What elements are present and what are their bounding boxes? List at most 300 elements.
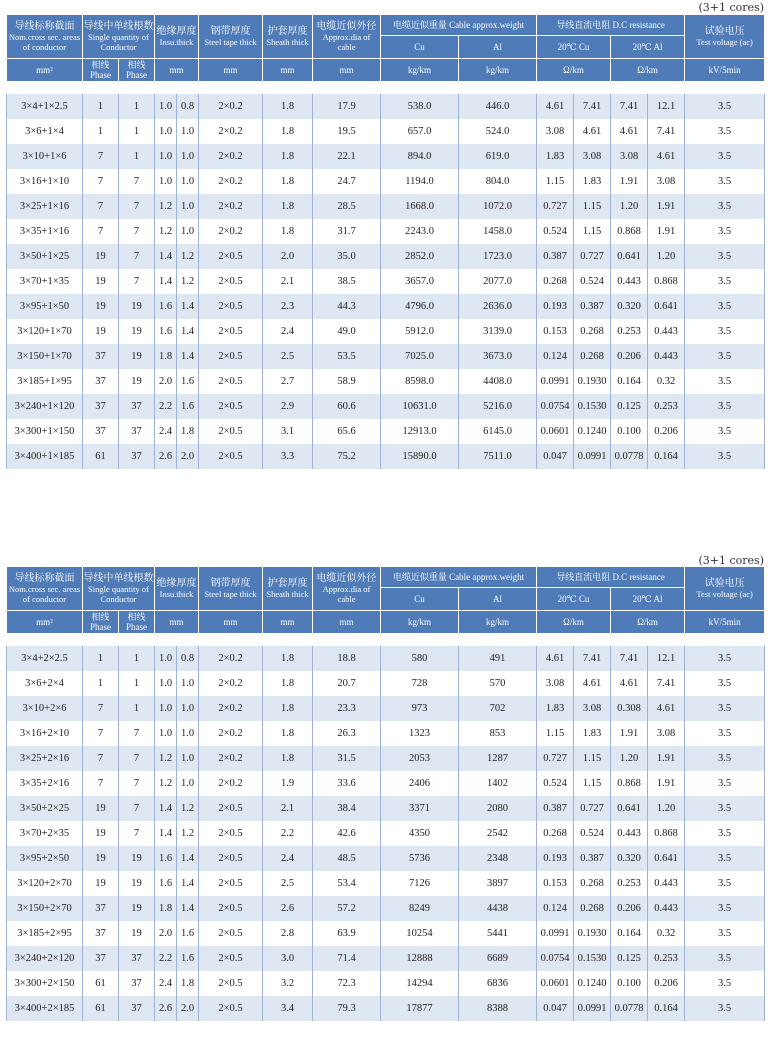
table-cell: 0.641 <box>611 796 648 821</box>
unit-phase: 相线 Phase <box>119 611 155 634</box>
table-cell: 0.868 <box>611 219 648 244</box>
table-cell: 7511.0 <box>459 444 537 469</box>
unit-kv-5min: kV/5min <box>685 59 765 82</box>
table-cell: 0.253 <box>648 946 685 971</box>
table-row <box>7 244 765 269</box>
table-cell: 42.6 <box>313 821 381 846</box>
table-cell: 37 <box>119 394 155 419</box>
table-cell: 7 <box>83 144 119 169</box>
header-en: Approx.dia of cable <box>322 31 371 52</box>
table-cell: 4.61 <box>648 144 685 169</box>
table-cell: 0.124 <box>537 896 574 921</box>
table-cell: 1.9 <box>263 771 313 796</box>
table-cell: 3×95+1×50 <box>7 294 83 319</box>
table-cell: 3.3 <box>263 444 313 469</box>
table-cell: 3.5 <box>685 119 765 144</box>
header-zh: 绝缘厚度 <box>156 25 197 37</box>
table-cell: 7 <box>83 771 119 796</box>
table-cell: 0.0601 <box>537 971 574 996</box>
header-en: Single quantity of Conductor <box>88 583 149 604</box>
table-cell: 2×0.5 <box>199 244 263 269</box>
header-insulation-thick <box>155 15 199 59</box>
table-cell: 3.5 <box>685 696 765 721</box>
header-zh: 电缆近似外径 <box>316 572 377 584</box>
unit-ohm-km: Ω/km <box>537 611 611 634</box>
table-cell: 19 <box>83 319 119 344</box>
table-cell: 12.1 <box>648 646 685 671</box>
table-cell: 7 <box>83 219 119 244</box>
table-cell: 35.0 <box>313 244 381 269</box>
table-cell: 0.320 <box>611 846 648 871</box>
header-nom-cross-section <box>7 15 83 59</box>
table-cell: 1.4 <box>177 846 199 871</box>
table-cell: 1.0 <box>177 771 199 796</box>
table-cell: 3.5 <box>685 94 765 119</box>
header-dc-resistance: 导线直流电阻 D.C resistance <box>537 567 685 588</box>
table-row <box>7 144 765 169</box>
table-cell: 2.6 <box>155 444 177 469</box>
table-row <box>7 169 765 194</box>
table-cell: 4438 <box>459 896 537 921</box>
table-cell: 2.0 <box>263 244 313 269</box>
table-cell: 1 <box>83 646 119 671</box>
table-cell: 0.125 <box>611 946 648 971</box>
table-cell: 0.206 <box>611 344 648 369</box>
unit-mm: mm <box>155 59 199 82</box>
table-cell: 2.0 <box>177 444 199 469</box>
table-cell: 619.0 <box>459 144 537 169</box>
table-cell: 1.0 <box>177 144 199 169</box>
table-cell: 3.5 <box>685 971 765 996</box>
table-cell: 1.91 <box>648 219 685 244</box>
unit-ohm-km: Ω/km <box>611 611 685 634</box>
table-cell: 1.15 <box>574 194 611 219</box>
table-cell: 7 <box>83 194 119 219</box>
table-cell: 3.5 <box>685 169 765 194</box>
header-sheath-thick <box>263 15 313 59</box>
table-cell: 3×4+2×2.5 <box>7 646 83 671</box>
table-cell: 3×70+1×35 <box>7 269 83 294</box>
unit-mm2: mm² <box>7 59 83 82</box>
table-cell: 1.4 <box>155 269 177 294</box>
table-cell: 2×0.2 <box>199 169 263 194</box>
table-cell: 728 <box>381 671 459 696</box>
table-cell: 0.868 <box>611 771 648 796</box>
table-cell: 3897 <box>459 871 537 896</box>
header-en: Sheath thick <box>266 588 309 599</box>
table-cell: 973 <box>381 696 459 721</box>
table-cell: 1.4 <box>155 244 177 269</box>
table-cell: 0.0778 <box>611 996 648 1021</box>
table-cell: 1.6 <box>155 294 177 319</box>
table-cell: 3.0 <box>263 946 313 971</box>
header-en: Nom.cross sec. areas of conductor <box>8 583 81 604</box>
unit-mm: mm <box>199 611 263 634</box>
header-en: Sheath thick <box>266 36 309 47</box>
unit-kg-km: kg/km <box>381 611 459 634</box>
table-cell: 5912.0 <box>381 319 459 344</box>
table-cell: 3.5 <box>685 771 765 796</box>
table-cell: 19 <box>119 294 155 319</box>
table-cell: 1.8 <box>263 721 313 746</box>
table-cell: 2×0.2 <box>199 219 263 244</box>
table-cell: 7 <box>119 194 155 219</box>
table-cell: 1.6 <box>177 946 199 971</box>
table-cell: 2×0.5 <box>199 269 263 294</box>
table-cell: 19 <box>119 846 155 871</box>
table-cell: 3×25+2×16 <box>7 746 83 771</box>
table-cell: 1 <box>119 696 155 721</box>
table-cell: 2.0 <box>155 369 177 394</box>
table-cell: 1.6 <box>155 319 177 344</box>
table-cell: 1.0 <box>155 144 177 169</box>
table-cell: 3.5 <box>685 269 765 294</box>
table-cell: 1668.0 <box>381 194 459 219</box>
header-cu: Cu <box>381 36 459 59</box>
table-cell: 3.5 <box>685 946 765 971</box>
table-cell: 7 <box>119 796 155 821</box>
table-cell: 1.91 <box>648 771 685 796</box>
table-cell: 3.5 <box>685 369 765 394</box>
table-cell: 6689 <box>459 946 537 971</box>
table-cell: 57.2 <box>313 896 381 921</box>
table-cell: 0.524 <box>574 269 611 294</box>
table-cell: 7 <box>119 746 155 771</box>
table-cell: 1.6 <box>177 921 199 946</box>
table-cell: 3×70+2×35 <box>7 821 83 846</box>
table-cell: 3×6+1×4 <box>7 119 83 144</box>
table-cell: 2×0.5 <box>199 921 263 946</box>
table-cell: 3×185+1×95 <box>7 369 83 394</box>
table-cell: 2×0.5 <box>199 344 263 369</box>
table-row <box>7 921 765 946</box>
table-cell: 2.3 <box>263 294 313 319</box>
table-cell: 19 <box>119 369 155 394</box>
table-cell: 1.8 <box>263 671 313 696</box>
table-cell: 3.5 <box>685 244 765 269</box>
table-cell: 1.91 <box>648 746 685 771</box>
table-cell: 4.61 <box>574 119 611 144</box>
table-cell: 1.2 <box>177 269 199 294</box>
table-cell: 1723.0 <box>459 244 537 269</box>
table-cell: 446.0 <box>459 94 537 119</box>
table-cell: 28.5 <box>313 194 381 219</box>
table-cell: 1.6 <box>155 871 177 896</box>
table-cell: 0.206 <box>648 971 685 996</box>
table-cell: 0.524 <box>574 821 611 846</box>
table-cell: 0.443 <box>648 871 685 896</box>
table-cell: 0.524 <box>537 771 574 796</box>
table-cell: 0.1930 <box>574 921 611 946</box>
table-cell: 8598.0 <box>381 369 459 394</box>
table-cell: 2×0.5 <box>199 419 263 444</box>
table-cell: 1 <box>119 94 155 119</box>
table-cell: 3×300+1×150 <box>7 419 83 444</box>
table-cell: 3673.0 <box>459 344 537 369</box>
table-cell: 7.41 <box>574 646 611 671</box>
table-cell: 48.5 <box>313 846 381 871</box>
table-cell: 12888 <box>381 946 459 971</box>
table-cell: 63.9 <box>313 921 381 946</box>
table-row <box>7 971 765 996</box>
header-zh: 钢带厚度 <box>210 577 251 589</box>
table-cell: 75.2 <box>313 444 381 469</box>
table-cell: 1.15 <box>574 771 611 796</box>
table-cell: 0.0991 <box>537 921 574 946</box>
table-cell: 2×0.5 <box>199 796 263 821</box>
table-cell: 8388 <box>459 996 537 1021</box>
table-cell: 1.8 <box>263 696 313 721</box>
table-cell: 0.268 <box>537 269 574 294</box>
table-cell: 0.253 <box>648 394 685 419</box>
table-cell: 2.0 <box>177 996 199 1021</box>
table-cell: 19 <box>83 796 119 821</box>
table-cell: 2.1 <box>263 796 313 821</box>
table-cell: 2.7 <box>263 369 313 394</box>
table-cell: 3.5 <box>685 219 765 244</box>
table-cell: 44.3 <box>313 294 381 319</box>
table-cell: 2.5 <box>263 344 313 369</box>
table-cell: 7 <box>119 721 155 746</box>
table-cell: 580 <box>381 646 459 671</box>
header-zh: 钢带厚度 <box>210 25 251 37</box>
table-cell: 1.4 <box>155 796 177 821</box>
table-cell: 1 <box>83 671 119 696</box>
table-cell: 12.1 <box>648 94 685 119</box>
table-row <box>7 394 765 419</box>
table-cell: 8249 <box>381 896 459 921</box>
table-cell: 2×0.2 <box>199 646 263 671</box>
unit-kg-km: kg/km <box>381 59 459 82</box>
table-cell: 0.1930 <box>574 369 611 394</box>
table-cell: 79.3 <box>313 996 381 1021</box>
table-cell: 1323 <box>381 721 459 746</box>
table-cell: 4408.0 <box>459 369 537 394</box>
table-cell: 0.268 <box>574 344 611 369</box>
table-cell: 33.6 <box>313 771 381 796</box>
table-cell: 1.8 <box>263 194 313 219</box>
table-cell: 7 <box>119 219 155 244</box>
table-cell: 0.193 <box>537 846 574 871</box>
table-cell: 0.253 <box>611 319 648 344</box>
table-cell: 1.2 <box>177 796 199 821</box>
table-cell: 0.727 <box>537 194 574 219</box>
table-cell: 3×185+2×95 <box>7 921 83 946</box>
table-cell: 1.8 <box>263 219 313 244</box>
table-cell: 2×0.2 <box>199 194 263 219</box>
table-cell: 19 <box>119 921 155 946</box>
table-cell: 5216.0 <box>459 394 537 419</box>
table-cell: 1.8 <box>263 169 313 194</box>
unit-mm: mm <box>263 59 313 82</box>
header-single-quantity <box>83 567 155 611</box>
table-cell: 2542 <box>459 821 537 846</box>
table-cell: 7 <box>119 269 155 294</box>
header-insulation-thick <box>155 567 199 611</box>
table-cell: 2.4 <box>263 319 313 344</box>
table-cell: 19 <box>119 319 155 344</box>
table-cell: 4.61 <box>648 696 685 721</box>
table-cell: 2080 <box>459 796 537 821</box>
table-cell: 7 <box>83 721 119 746</box>
table-cell: 1.0 <box>155 169 177 194</box>
table-cell: 49.0 <box>313 319 381 344</box>
table-row <box>7 771 765 796</box>
header-en: Steel tape thick <box>204 36 257 47</box>
table-cell: 0.387 <box>537 796 574 821</box>
table-cell: 2×0.5 <box>199 319 263 344</box>
table-cell: 1.0 <box>155 721 177 746</box>
table-cell: 1.4 <box>177 344 199 369</box>
table-cell: 1194.0 <box>381 169 459 194</box>
table-cell: 3.08 <box>648 721 685 746</box>
header-zh: 电缆近似外径 <box>316 20 377 32</box>
table-row <box>7 219 765 244</box>
header-zh: 试验电压 <box>704 25 745 37</box>
table-row <box>7 119 765 144</box>
table-cell: 23.3 <box>313 696 381 721</box>
table-cell: 1.91 <box>648 194 685 219</box>
table-cell: 7025.0 <box>381 344 459 369</box>
table-row <box>7 871 765 896</box>
table-cell: 7.41 <box>648 671 685 696</box>
table-cell: 2×0.5 <box>199 871 263 896</box>
table-cell: 14294 <box>381 971 459 996</box>
table-cell: 1.8 <box>263 94 313 119</box>
unit-mm: mm <box>155 611 199 634</box>
table-row <box>7 946 765 971</box>
table-cell: 15890.0 <box>381 444 459 469</box>
table-cell: 2.2 <box>155 394 177 419</box>
table-row <box>7 194 765 219</box>
table-cell: 0.253 <box>611 871 648 896</box>
table-cell: 3×4+1×2.5 <box>7 94 83 119</box>
header-dc-resistance: 导线直流电阻 D.C resistance <box>537 15 685 36</box>
table-cell: 0.727 <box>537 746 574 771</box>
header-al: Al <box>459 588 537 611</box>
table-cell: 0.1530 <box>574 946 611 971</box>
table-row <box>7 796 765 821</box>
table-cell: 0.868 <box>648 269 685 294</box>
table-cell: 19.5 <box>313 119 381 144</box>
table-cell: 0.206 <box>648 419 685 444</box>
table-cell: 2×0.5 <box>199 946 263 971</box>
table-cell: 19 <box>119 344 155 369</box>
header-test-voltage <box>685 15 765 59</box>
table-cell: 18.8 <box>313 646 381 671</box>
table-cell: 3×10+2×6 <box>7 696 83 721</box>
table-cell: 1.2 <box>155 219 177 244</box>
table-cell: 7 <box>83 696 119 721</box>
table-cell: 4.61 <box>611 671 648 696</box>
table-cell: 3139.0 <box>459 319 537 344</box>
table-cell: 37 <box>119 996 155 1021</box>
table-row <box>7 94 765 119</box>
table-cell: 3.5 <box>685 746 765 771</box>
header-cu: Cu <box>381 588 459 611</box>
table-cell: 3657.0 <box>381 269 459 294</box>
header-sheath-thick <box>263 567 313 611</box>
table-cell: 1.4 <box>155 821 177 846</box>
table-cell: 1.83 <box>537 144 574 169</box>
header-approx-weight: 电缆近似重量 Cable approx.weight <box>381 15 537 36</box>
table-cell: 3.5 <box>685 294 765 319</box>
table-cell: 3×25+1×16 <box>7 194 83 219</box>
table-cell: 1.20 <box>611 746 648 771</box>
header-zh: 导线标称截面 <box>14 572 75 584</box>
table-cell: 0.727 <box>574 244 611 269</box>
table-cell: 1.6 <box>177 369 199 394</box>
table-cell: 1.0 <box>177 746 199 771</box>
header-zh: 护套厚度 <box>267 25 308 37</box>
table-cell: 3.5 <box>685 444 765 469</box>
table-cell: 7.41 <box>611 646 648 671</box>
table-cell: 0.164 <box>648 444 685 469</box>
table-cell: 0.320 <box>611 294 648 319</box>
table-cell: 12913.0 <box>381 419 459 444</box>
table-row <box>7 821 765 846</box>
table-cell: 19 <box>83 871 119 896</box>
table-cell: 3×240+2×120 <box>7 946 83 971</box>
table-cell: 1.15 <box>574 746 611 771</box>
table-cell: 702 <box>459 696 537 721</box>
table-cell: 1.4 <box>177 294 199 319</box>
table-cell: 2.5 <box>263 871 313 896</box>
table-cell: 1.15 <box>537 169 574 194</box>
header-test-voltage <box>685 567 765 611</box>
table-cell: 3.08 <box>574 144 611 169</box>
table-cell: 0.1240 <box>574 419 611 444</box>
table-cell: 3.08 <box>537 671 574 696</box>
table-cell: 0.0991 <box>574 444 611 469</box>
table-cell: 0.0991 <box>537 369 574 394</box>
table-cell: 3.5 <box>685 144 765 169</box>
table-cell: 7.41 <box>611 94 648 119</box>
table-row <box>7 294 765 319</box>
table-cell: 3.5 <box>685 194 765 219</box>
table-cell: 37 <box>83 419 119 444</box>
table-cell: 1.0 <box>177 169 199 194</box>
unit-kv-5min: kV/5min <box>685 611 765 634</box>
table-cell: 2.2 <box>155 946 177 971</box>
table-cell: 853 <box>459 721 537 746</box>
table-cell: 2636.0 <box>459 294 537 319</box>
table-cell: 1.0 <box>177 721 199 746</box>
table-cell: 0.32 <box>648 369 685 394</box>
table-cell: 1.15 <box>537 721 574 746</box>
table-cell: 2.2 <box>263 821 313 846</box>
table-cell: 7 <box>83 169 119 194</box>
header-single-quantity <box>83 15 155 59</box>
table-cell: 1 <box>119 671 155 696</box>
unit-mm2: mm² <box>7 611 83 634</box>
table-cell: 0.0991 <box>574 996 611 1021</box>
table-cell: 1402 <box>459 771 537 796</box>
header-al-20c: 20℃ Al <box>611 36 685 59</box>
header-al-20c: 20℃ Al <box>611 588 685 611</box>
table-cell: 0.443 <box>611 821 648 846</box>
table-row <box>7 671 765 696</box>
header-en: Single quantity of Conductor <box>88 31 149 52</box>
table-cell: 2.4 <box>155 971 177 996</box>
table-cell: 0.206 <box>611 896 648 921</box>
unit-kg-km: kg/km <box>459 59 537 82</box>
table-cell: 0.641 <box>648 846 685 871</box>
table-cell: 1.4 <box>177 896 199 921</box>
table-cell: 17877 <box>381 996 459 1021</box>
table-cell: 1.0 <box>155 119 177 144</box>
table-cell: 61 <box>83 996 119 1021</box>
